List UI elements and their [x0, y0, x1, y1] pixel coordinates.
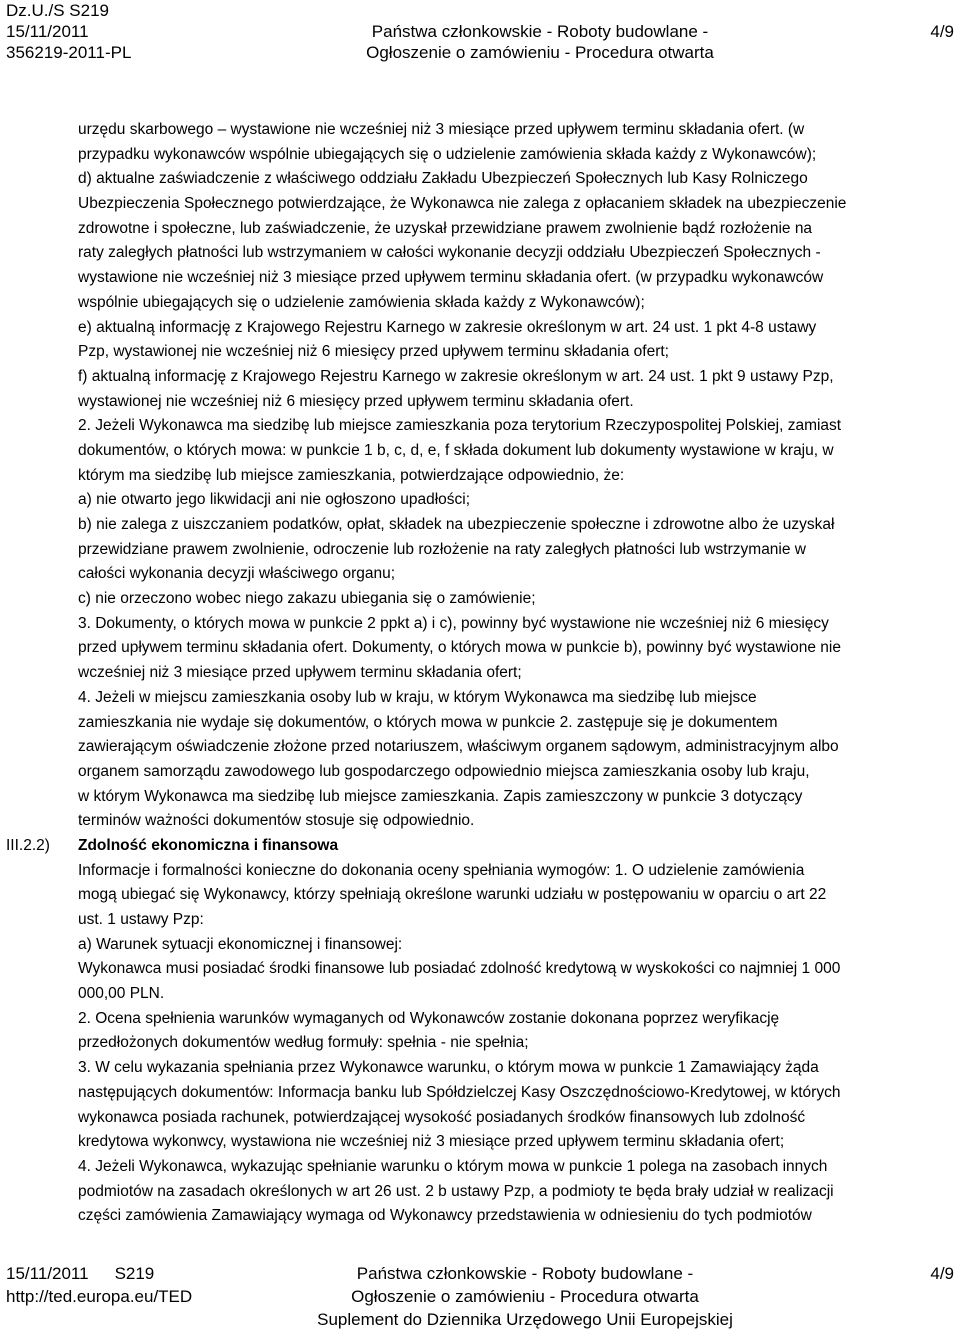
text-line: organem samorządu zawodowego lub gospodarczego odpowiednio miejsca zamieszkania osoby lub kraju,: [78, 762, 810, 780]
header-notice-number: 356219-2011-PL: [6, 43, 132, 62]
text-line: następujących dokumentów: Informacja banku lub Spółdzielczej Kasy Oszczędnościowo-Kredytowej, w których: [78, 1083, 841, 1101]
text-line: zamieszkania nie wydaje się dokumentów, o których mowa w punkcie 2. zastępuje się je dokumentem: [78, 713, 778, 731]
header-ref-block: [6, 0, 131, 63]
text-line: e) aktualną informację z Krajowego Rejestru Karnego w zakresie określonym w art. 24 ust. 1 pkt 4-8 ustawy: [78, 318, 817, 336]
text-line: mogą ubiegać się Wykonawcy, którzy spełniają określone warunki udziału w postępowaniu w oparciu o art 22: [78, 886, 827, 904]
header-page-number: 4/9: [930, 22, 954, 41]
header-title-line1: Państwa członkowskie - Roboty budowlane -: [371, 22, 709, 41]
section-text: [78, 834, 956, 1229]
footer-url-link[interactable]: http://ted.europa.eu/TED: [6, 1287, 193, 1306]
text-line: przypadku wykonawców wspólnie ubiegających się o udzielenie zamówienia składa każdy z Wykonawców);: [78, 145, 817, 163]
text-line: a) nie otwarto jego likwidacji ani nie ogłoszono upadłości;: [78, 491, 471, 509]
footer-ref-block: [6, 1262, 192, 1308]
footer-issue-ref: S219: [114, 1264, 155, 1283]
text-line: 000,00 PLN.: [78, 985, 165, 1003]
text-line: 4. Jeżeli w miejscu zamieszkania osoby lub w kraju, w którym Wykonawca ma siedzibę lub miejsce: [78, 688, 757, 706]
text-line: dokumentów, o których mowa: w punkcie 1 b, c, d, e, f składa dokument lub dokumenty wystawione w kraju, w: [78, 441, 834, 459]
footer-page-number: 4/9: [930, 1264, 954, 1283]
section-number: III.2.2): [6, 836, 50, 854]
text-line: Informacje i formalności konieczne do dokonania oceny spełniania wymogów: 1. O udzielenie zamówienia: [78, 861, 805, 879]
text-line: wcześniej niż 3 miesiące przed upływem terminu składania ofert;: [78, 664, 522, 682]
text-line: wspólnie ubiegających się o udzielenie zamówienia składa każdy z Wykonawców);: [78, 293, 645, 311]
text-line: przedłożonych dokumentów według formuły: spełnia - nie spełnia;: [78, 1034, 529, 1052]
text-line: zawierającym oświadczenie złożone przed notariuszem, właściwym organem sądowym, administracyjnym albo: [78, 738, 839, 756]
text-line: a) Warunek sytuacji ekonomicznej i finansowej:: [78, 935, 403, 953]
header-title-block: [360, 21, 720, 63]
document-paragraph: [78, 118, 956, 834]
text-line: Ubezpieczenia Społecznego potwierdzające, że Wykonawca nie zalega z opłacaniem składek na ubezpieczenie: [78, 195, 847, 213]
text-line: wystawione nie wcześniej niż 3 miesiące przed upływem terminu składania ofert. (w przypadku wykonawców: [78, 269, 824, 287]
header-title-line2: Ogłoszenie o zamówieniu - Procedura otwarta: [366, 43, 714, 62]
footer-date: 15/11/2011: [6, 1264, 89, 1283]
text-line: 3. W celu wykazania spełniania przez Wykonawce warunku, o którym mowa w punkcie 1 Zamawiający żąda: [78, 1059, 819, 1077]
footer-title-line2: Ogłoszenie o zamówieniu - Procedura otwarta: [351, 1287, 699, 1306]
text-line: urzędu skarbowego – wystawione nie wcześniej niż 3 miesiące przed upływem terminu składania ofert. (w: [78, 121, 805, 138]
text-line: ust. 1 ustawy Pzp:: [78, 911, 204, 928]
footer-title-line1: Państwa członkowskie - Roboty budowlane -: [356, 1264, 694, 1283]
text-line: d) aktualne zaświadczenie z właściwego oddziału Zakładu Ubezpieczeń Społecznych lub Kasy Rolniczego: [78, 170, 808, 188]
text-line: c) nie orzeczono wobec niego zakazu ubiegania się o zamówienie;: [78, 590, 536, 608]
text-line: 4. Jeżeli Wykonawca, wykazując spełnianie warunku o którym mowa w punkcie 1 polega na zasobach innych: [78, 1157, 828, 1175]
document-body: [0, 118, 960, 1229]
page-footer: [0, 1262, 960, 1334]
text-line: 2. Jeżeli Wykonawca ma siedzibę lub miejsce zamieszkania poza terytorium Rzeczypospolitej Polskiej, zamiast: [78, 417, 842, 435]
header-journal-ref: Dz.U./S S219: [6, 1, 109, 20]
text-line: podmiotów na zasadach określonych w art 26 ust. 2 b ustawy Pzp, a podmioty te będa brały udział w realizacji: [78, 1182, 834, 1200]
text-line: części zamówienia Zamawiający wymaga od Wykonawcy przedstawienia w odniesieniu do tych podmiotów: [78, 1207, 812, 1225]
text-line: zdrowotne i społeczne, lub zaświadczenie, że uzyskał przewidziane prawem zwolnienie bądź rozłożenie na: [78, 219, 813, 237]
text-line: którym ma siedzibę lub miejsce zamieszkania, potwierdzające odpowiednio, że:: [78, 466, 625, 484]
text-line: przewidziane prawem zwolnienie, odroczenie lub rozłożenie na raty zaległych płatności lub wstrzymanie w: [78, 540, 806, 558]
text-line: raty zaległych płatności lub wstrzymaniem w całości wykonanie decyzji oddziału Ubezpieczeń Społecznych -: [78, 244, 821, 262]
text-line: całości wykonania decyzji właściwego organu;: [78, 565, 396, 583]
footer-supplement-title: Suplement do Dziennika Urzędowego Unii Europejskiej: [317, 1310, 733, 1329]
text-line: f) aktualną informację z Krajowego Rejestru Karnego w zakresie określonym w art. 24 ust. 1 pkt 9 ustawy Pzp,: [78, 367, 834, 385]
text-line: wystawionej nie wcześniej niż 6 miesięcy przed upływem terminu składania ofert.: [78, 392, 634, 410]
page-header: [0, 0, 960, 70]
text-line: b) nie zalega z uiszczaniem podatków, opłat, składek na ubezpieczenie społeczne i zdrowotne albo że uzyskał: [78, 516, 835, 533]
section-iii-2-2: [0, 834, 960, 1229]
section-title: Zdolność ekonomiczna i finansowa: [78, 836, 339, 854]
text-line: w którym Wykonawca ma siedzibę lub miejsce zamieszkania. Zapis zamieszczony w punkcie 3 dotyczący: [78, 787, 803, 805]
footer-title-block: [300, 1262, 750, 1331]
text-line: terminów ważności dokumentów stosuje się odpowiednio.: [78, 812, 475, 830]
text-line: 3. Dokumenty, o których mowa w punkcie 2 ppkt a) i c), powinny być wystawione nie wcześniej niż 6 miesięcy: [78, 614, 829, 632]
text-line: 2. Ocena spełnienia warunków wymaganych od Wykonawców zostanie dokonana poprzez weryfikację: [78, 1009, 780, 1027]
text-line: przed upływem terminu składania ofert. Dokumenty, o których mowa w punkcie b), powinny być wystawione nie: [78, 639, 841, 657]
text-line: Pzp, wystawionej nie wcześniej niż 6 miesięcy przed upływem terminu składania ofert;: [78, 343, 669, 361]
header-date: 15/11/2011: [6, 22, 89, 41]
text-line: kredytowa wykonwcy, wystawiona nie wcześniej niż 3 miesiące przed upływem terminu składania ofert;: [78, 1133, 785, 1151]
text-line: wykonawca posiada rachunek, potwierdzającej wysokość posiadanych środków finansowych lub zdolność: [78, 1108, 806, 1126]
text-line: Wykonawca musi posiadać środki finansowe lub posiadać zdolność kredytową w wyskokości co najmniej 1 000: [78, 960, 841, 978]
